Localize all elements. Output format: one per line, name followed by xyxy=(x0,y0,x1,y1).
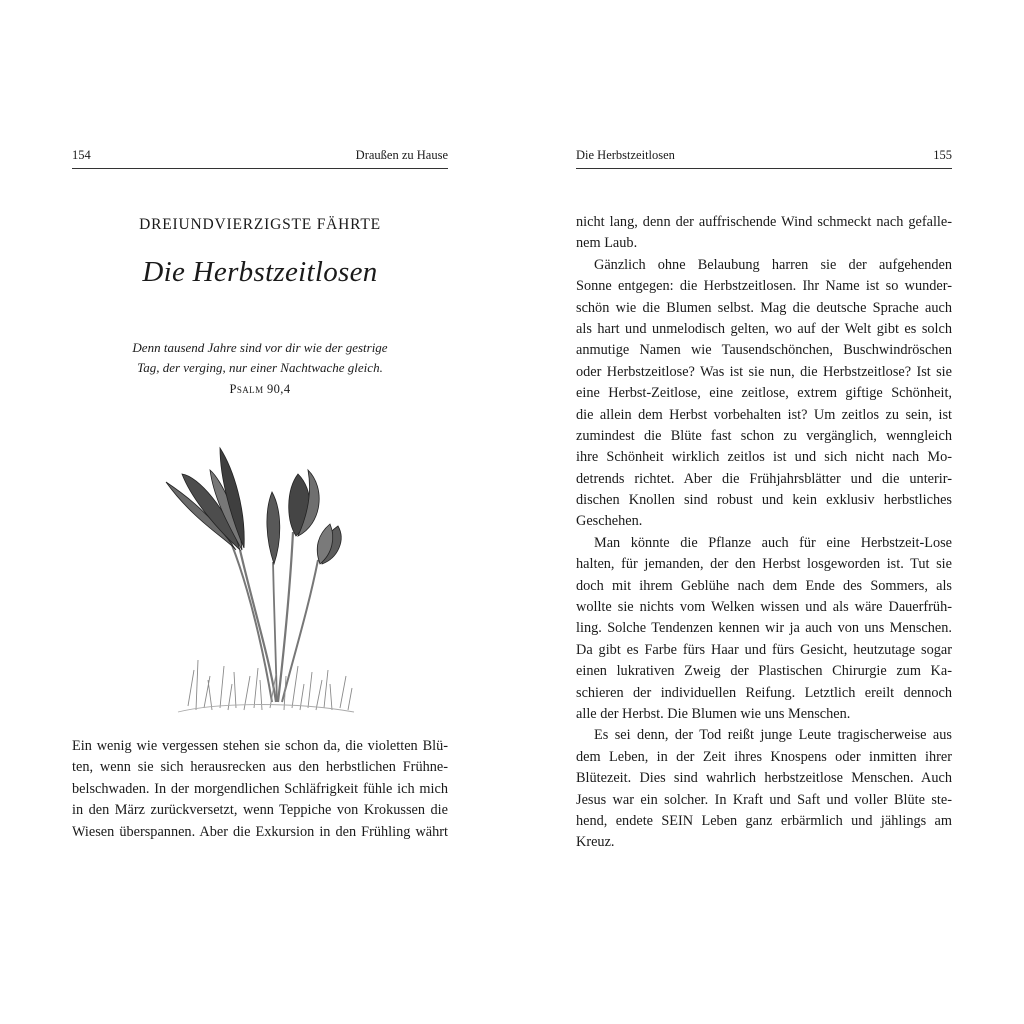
epigraph-line: Denn tausend Jahre sind vor dir wie der gestrige xyxy=(132,340,388,355)
epigraph-line: Tag, der verging, nur einer Nachtwache gleich. xyxy=(137,360,383,375)
left-header-rule xyxy=(72,168,448,169)
right-header-rule xyxy=(576,168,952,169)
text-line: Es sei denn, der Tod reißt junge Leute tragischerweise aus xyxy=(594,727,952,744)
epigraph xyxy=(72,338,448,378)
text-line: Jesus war ein solcher. In Kraft und Saft und voller Blüte ste- xyxy=(576,791,952,808)
text-line: detrends richtet. Aber die Frühjahrsblätter und die unterir- xyxy=(576,470,952,487)
text-line: nicht lang, denn der auffrischende Wind schmeckt nach gefalle- xyxy=(576,214,952,230)
text-line: einen lukrativen Zweig der Plastischen Chirurgie zum Ka- xyxy=(576,663,952,680)
text-line: dem Leben, in der Zeit ihres Knospens oder inmitten ihrer xyxy=(576,748,952,765)
text-line: Kreuz. xyxy=(576,834,615,851)
left-page-number: 154 xyxy=(72,148,91,162)
chapter-title: Die Herbstzeitlosen xyxy=(142,256,378,288)
chapter-kicker: DREIUNDVIERZIGSTE FÄHRTE xyxy=(139,216,381,233)
text-line: oder Herbstzeitlose? Was ist sie nun, die Herbstzeitlose? Ist sie xyxy=(576,363,952,380)
right-body-text xyxy=(576,212,952,854)
text-line: ten, wenn sie sich herausrecken aus den herbstlichen Frühne- xyxy=(72,759,448,776)
text-line: als hart und unmelodisch gelten, wo auf der Welt gibt es solch xyxy=(576,320,952,337)
text-line: schieren der individuellen Reifung. Letztlich ereilt dennoch xyxy=(576,684,952,701)
text-line: Blütezeit. Dies sind wahrlich herbstzeitlose Menschen. Auch xyxy=(576,770,952,787)
right-page-number: 155 xyxy=(933,148,952,162)
left-body-text xyxy=(72,736,448,843)
text-line: alle der Herbst. Die Blumen wie uns Menschen. xyxy=(576,705,851,722)
crocus-illustration xyxy=(158,440,358,722)
left-page xyxy=(72,0,448,1024)
text-line: dischen Knollen sind robust und kein exklusiv herbstliches xyxy=(576,492,952,509)
text-line: Geschehen. xyxy=(576,513,643,530)
text-line: eine Herbst-Zeitlose, eine zeitlose, extrem giftige Schönheit, xyxy=(576,385,952,402)
text-line: doch mit ihrem Geblühe nach dem Ende des Sommers, als xyxy=(576,577,952,594)
right-page xyxy=(576,0,952,1024)
text-line: nem Laub. xyxy=(576,235,638,252)
left-running-title: Draußen zu Hause xyxy=(355,148,448,162)
text-line: Sonne entgegen: die Herbstzeitlosen. Ihr Name ist so wunder- xyxy=(576,278,952,295)
text-line: halten, für jemanden, der den Herbst losgeworden ist. Tut sie xyxy=(576,556,952,573)
text-line: Gänzlich ohne Belaubung harren sie der aufgehenden xyxy=(594,256,952,273)
right-running-head xyxy=(576,146,952,164)
text-line: Ein wenig wie vergessen stehen sie schon da, die violetten Blü- xyxy=(72,738,448,754)
right-running-title: Die Herbstzeitlosen xyxy=(576,148,675,162)
text-line: belschwaden. In der morgendlichen Schläfrigkeit fühle ich mich xyxy=(72,780,448,797)
text-line: zumindest die Blüte fast schon zu vergänglich, wenngleich xyxy=(576,427,952,444)
text-line: in den März zurückversetzt, wenn Teppiche von Krokussen die xyxy=(72,802,448,819)
text-line: die allein dem Herbst vorbehalten ist? Um zeitlos zu sein, ist xyxy=(576,406,952,423)
text-line: ling. Solche Tendenzen kennen wir ja auch von uns Menschen. xyxy=(576,620,952,637)
text-line: Man könnte die Pflanze auch für eine Herbstzeit-Lose xyxy=(594,534,952,551)
text-line: anmutige Namen wie Tausendschönchen, Buschwindröschen xyxy=(576,342,952,359)
text-line: wollte sie nichts vom Welken wissen und als wäre Dauerfrüh- xyxy=(576,599,952,616)
text-line: Wiesen überspannen. Aber die Exkursion in den Frühling währt xyxy=(72,823,448,840)
left-running-head xyxy=(72,146,448,164)
text-line: ihre Schönheit wirklich zeitlos ist und sich nicht nach Mo- xyxy=(576,449,952,466)
text-line: Da gibt es Farbe fürs Haar und fürs Gesicht, heutzutage sogar xyxy=(576,641,952,658)
text-line: schön wie die Blumen selbst. Mag die deutsche Sprache auch xyxy=(576,299,952,316)
epigraph-source: Psalm 90,4 xyxy=(229,382,291,396)
text-line: hend, endete SEIN Leben ganz erbärmlich und jählings am xyxy=(576,812,952,829)
